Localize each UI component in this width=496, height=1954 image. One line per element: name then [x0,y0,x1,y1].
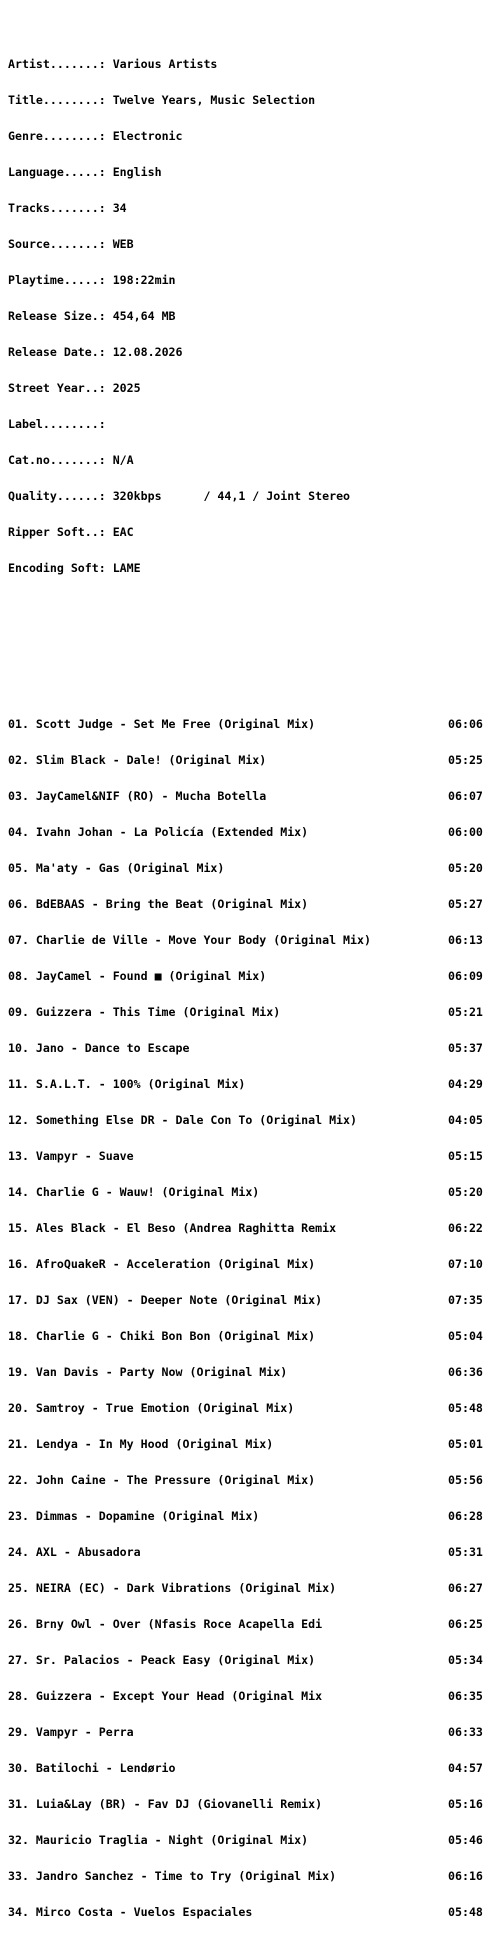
track-time: 04:57 [448,1761,483,1775]
track-row [8,970,488,982]
track-row [8,1006,488,1018]
track-title: 10. Jano - Dance to Escape [8,1041,190,1055]
track-title: 17. DJ Sax (VEN) - Deeper Note (Original Mix) [8,1293,323,1307]
info-line-ripper-soft: Ripper Soft..: EAC [8,525,134,539]
blank-lines [8,634,488,658]
track-row [8,862,488,874]
track-row [8,1834,488,1846]
track-title: 01. Scott Judge - Set Me Free (Original Mix) [8,717,316,731]
track-time: 06:00 [448,825,483,839]
track-title: 02. Slim Black - Dale! (Original Mix) [8,753,267,767]
info-line-encoding-soft: Encoding Soft: LAME [8,561,141,575]
track-title: 22. John Caine - The Pressure (Original Mix) [8,1473,316,1487]
track-time: 04:05 [448,1113,483,1127]
track-title: 16. AfroQuakeR - Acceleration (Original Mix) [8,1257,316,1271]
track-title: 08. JayCamel - Found ■ (Original Mix) [8,969,267,983]
track-title: 28. Guizzera - Except Your Head (Original Mix [8,1689,323,1703]
track-title: 30. Batilochi - Lendørio [8,1761,176,1775]
track-time: 05:48 [448,1401,483,1415]
track-row [8,1402,488,1414]
track-title: 23. Dimmas - Dopamine (Original Mix) [8,1509,260,1523]
track-title: 11. S.A.L.T. - 100% (Original Mix) [8,1077,246,1091]
track-time: 05:25 [448,753,483,767]
track-time: 05:37 [448,1041,483,1055]
track-row [8,1474,488,1486]
track-title: 24. AXL - Abusadora [8,1545,141,1559]
track-title: 21. Lendya - In My Hood (Original Mix) [8,1437,274,1451]
info-line-street-year: Street Year..: 2025 [8,381,141,395]
track-time: 06:06 [448,717,483,731]
track-time: 05:01 [448,1437,483,1451]
track-title: 29. Vampyr - Perra [8,1725,134,1739]
track-row [8,1762,488,1774]
track-title: 03. JayCamel&NIF (RO) - Mucha Botella [8,789,267,803]
track-row [8,934,488,946]
track-time: 05:16 [448,1797,483,1811]
track-time: 05:21 [448,1005,483,1019]
info-line-release-date: Release Date.: 12.08.2026 [8,345,183,359]
track-time: 06:22 [448,1221,483,1235]
track-time: 06:33 [448,1725,483,1739]
track-title: 14. Charlie G - Wauw! (Original Mix) [8,1185,260,1199]
info-line-source: Source.......: WEB [8,237,134,251]
track-title: 26. Brny Owl - Over (Nfasis Roce Acapella Edi [8,1617,323,1631]
info-line-language: Language.....: English [8,165,162,179]
track-time: 05:56 [448,1473,483,1487]
track-row [8,1654,488,1666]
track-row [8,1618,488,1630]
track-row [8,1726,488,1738]
track-time: 07:35 [448,1293,483,1307]
track-time: 05:20 [448,861,483,875]
track-row [8,1294,488,1306]
track-row [8,1690,488,1702]
track-time: 06:07 [448,789,483,803]
track-time: 07:10 [448,1257,483,1271]
track-row [8,790,488,802]
track-row [8,1546,488,1558]
track-time: 05:48 [448,1905,483,1919]
track-time: 06:09 [448,969,483,983]
track-time: 05:34 [448,1653,483,1667]
info-line-genre: Genre........: Electronic [8,129,183,143]
track-row [8,1114,488,1126]
info-line-artist: Artist.......: Various Artists [8,57,218,71]
track-time: 06:16 [448,1869,483,1883]
track-time: 04:29 [448,1077,483,1091]
track-title: 15. Ales Black - El Beso (Andrea Raghitta Remix [8,1221,337,1235]
track-time: 05:27 [448,897,483,911]
track-row [8,1258,488,1270]
info-line-label: Label........: [8,417,113,431]
track-time: 05:20 [448,1185,483,1199]
track-title: 05. Ma'aty - Gas (Original Mix) [8,861,225,875]
track-time: 06:27 [448,1581,483,1595]
track-title: 09. Guizzera - This Time (Original Mix) [8,1005,281,1019]
info-line-release-size: Release Size.: 454,64 MB [8,309,176,323]
track-row [8,1222,488,1234]
track-time: 05:46 [448,1833,483,1847]
track-row [8,1582,488,1594]
info-line-tracks: Tracks.......: 34 [8,201,127,215]
track-row [8,1150,488,1162]
info-line-playtime: Playtime.....: 198:22min [8,273,176,287]
track-title: 34. Mirco Costa - Vuelos Espaciales [8,1905,253,1919]
track-title: 32. Mauricio Traglia - Night (Original Mix) [8,1833,309,1847]
track-row [8,1798,488,1810]
track-row [8,1366,488,1378]
track-row [8,826,488,838]
track-row [8,1330,488,1342]
track-title: 19. Van Davis - Party Now (Original Mix) [8,1365,288,1379]
track-row [8,1042,488,1054]
release-info-block [8,34,488,598]
track-title: 13. Vampyr - Suave [8,1149,134,1163]
track-title: 25. NEIRA (EC) - Dark Vibrations (Original Mix) [8,1581,337,1595]
track-row [8,1186,488,1198]
track-title: 33. Jandro Sanchez - Time to Try (Original Mix) [8,1869,337,1883]
track-title: 18. Charlie G - Chiki Bon Bon (Original Mix) [8,1329,316,1343]
track-row [8,898,488,910]
tracklist [8,694,488,1942]
track-row [8,1906,488,1918]
track-title: 20. Samtroy - True Emotion (Original Mix) [8,1401,295,1415]
track-row [8,1510,488,1522]
track-row [8,754,488,766]
track-time: 06:28 [448,1509,483,1523]
track-title: 27. Sr. Palacios - Peack Easy (Original Mix) [8,1653,316,1667]
info-line-cat-no: Cat.no.......: N/A [8,453,134,467]
track-time: 06:13 [448,933,483,947]
track-time: 06:25 [448,1617,483,1631]
track-title: 04. Ivahn Johan - La Policía (Extended Mix) [8,825,309,839]
track-time: 06:35 [448,1689,483,1703]
track-row [8,718,488,730]
track-title: 07. Charlie de Ville - Move Your Body (Original Mix) [8,933,371,947]
info-line-quality: Quality......: 320kbps / 44,1 / Joint Stereo [8,489,351,503]
track-row [8,1078,488,1090]
track-time: 05:31 [448,1545,483,1559]
track-title: 06. BdEBAAS - Bring the Beat (Original Mix) [8,897,309,911]
track-time: 05:15 [448,1149,483,1163]
track-row [8,1438,488,1450]
track-row [8,1870,488,1882]
nfo-text [8,10,488,1954]
track-time: 05:04 [448,1329,483,1343]
info-line-title: Title........: Twelve Years, Music Selection [8,93,316,107]
track-title: 12. Something Else DR - Dale Con To (Original Mix) [8,1113,358,1127]
track-title: 31. Luia&Lay (BR) - Fav DJ (Giovanelli Remix) [8,1797,323,1811]
track-time: 06:36 [448,1365,483,1379]
